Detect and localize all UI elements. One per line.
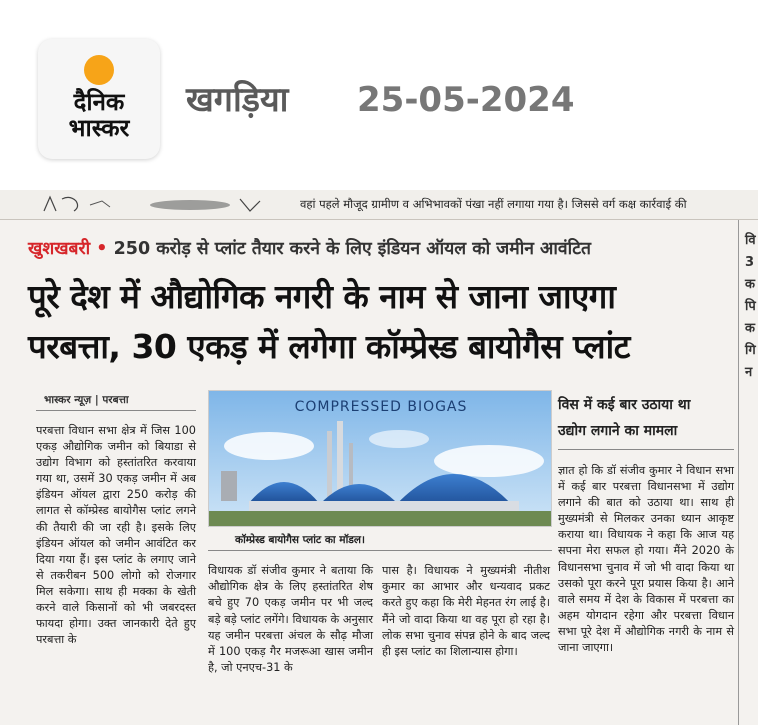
kicker-text: 250 करोड़ से प्लांट तैयार करने के लिए इंडियन ऑयल को जमीन आवंटित [113,239,591,259]
logo-sun-icon [84,55,114,85]
previous-article-text: वहां पहले मौजूद ग्रामीण व अभिभावकों पंखा नहीं लगाया गया है। जिससे वर्ग कक्ष कार्रवाई की [300,197,687,211]
headline-line1: पूरे देश में औद्योगिक नगरी के नाम से जाना जाएगा [28,277,616,316]
edition-city: खगड़िया [186,80,289,120]
article-column-left: परबत्ता विधान सभा क्षेत्र में जिस 100 एकड़ औद्योगिक जमीन को बियाडा से उद्योग विभाग को हस्तांतरित करवाया गया था, उसमें 30 एकड़ जमीन में अब इंडियन ऑयल द्वारा 250 करोड़ की लागत से कॉम्प्रेस्ड बायोगैस प्लांट लगने की तैयारी की जा रही है। इसके लिए इंडियन ऑयल को जमीन आवंटित कर दिया गया हैं। इस प्लांट के लगाए जाने से तकरीबन 500 लोगो को रोजगार मिल सकेगा। साथ ही मक्का के खेती करने वाले किसानों को भी जबरदस्त फायदा होगा। उक्त जानकारी देते हुए परबत्ता के [36,424,196,647]
previous-article-strip [0,190,758,220]
adjacent-article-edge: वि 3 क पि क गि न [745,233,756,380]
newspaper-clipping [0,190,758,725]
byline-divider [36,410,196,411]
cartoon-doodle-icon [40,193,270,217]
logo-line1: दैनिक [73,88,125,116]
article-kicker [28,236,591,260]
photo-caption: कॉम्प्रेस्ड बायोगैस प्लांट का मॉडल। [235,534,366,546]
article-column-middle-1: विधायक डॉ संजीव कुमार ने बताया कि औद्योगिक क्षेत्र के लिए हस्तांतरित शेष बचे हुए 70 एकड़ जमीन पर भी जल्द बड़े बड़े प्लांट लगेंगे। विधायक के अनुसार यह जमीन परबत्ता अंचल के सौढ़ मौजा में 100 एकड़ गैर मजरूआ खास जमीन है, जो एनएच-31 के [208,564,373,675]
subheading [558,392,733,444]
dainik-bhaskar-logo[interactable] [38,39,160,159]
app-header [0,0,758,180]
caption-divider [208,550,552,551]
kicker-label: खुशखबरी • [28,239,108,259]
edition-date: 25-05-2024 [357,80,575,120]
subheading-line2: उद्योग लगाने का मामला [558,423,678,439]
subheading-divider [558,449,734,450]
logo-wordmark [46,89,152,141]
article-column-right: ज्ञात हो कि डॉ संजीव कुमार ने विधान सभा में कई बार परबत्ता विधानसभा में उद्योग लगाने की बात को उठाया था। साथ ही मुख्यमंत्री से मिलकर उनका ध्यान आकृष्ट कराया था। विधायक ने कहा कि आज यह सपना मेरा सफल हो गया। मैंने 2020 के विधानसभा चुनाव में जो भी वादा किया था उसको पूरा करने पूरा प्रयास किया है। आने वाले समय में देश के विकास में परबत्ता का अहम योगदान रहेगा और परबत्ता विधान सभा पूरे देश में औद्योगिक नगरी के नाम से जाना जाएगा। [558,464,734,655]
article-byline: भास्कर न्यूज़ | परबत्ता [44,394,129,406]
article-column-middle-2: पास है। विधायक ने मुख्यमंत्री नीतीश कुमार का आभार और धन्यवाद प्रकट करते हुए कहा कि मेरी मेहनत रंग लाई है। मैंने जो वादा किया था वह पूरा हो रहा है। लोक सभा चुनाव संपन्न होने के बाद जल्द ही इस प्लांट का शिलान्यास होगा। [382,564,550,659]
photo-label: COMPRESSED BIOGAS [294,399,468,415]
logo-line2: भास्कर [68,114,130,142]
biogas-plant-photo [208,390,552,527]
headline-line2: परबत्ता, 30 एकड़ में लगेगा कॉम्प्रेस्ड बायोगैस प्लांट [28,327,630,366]
subheading-line1: विस में कई बार उठाया था [558,397,691,413]
article-headline [28,272,748,372]
